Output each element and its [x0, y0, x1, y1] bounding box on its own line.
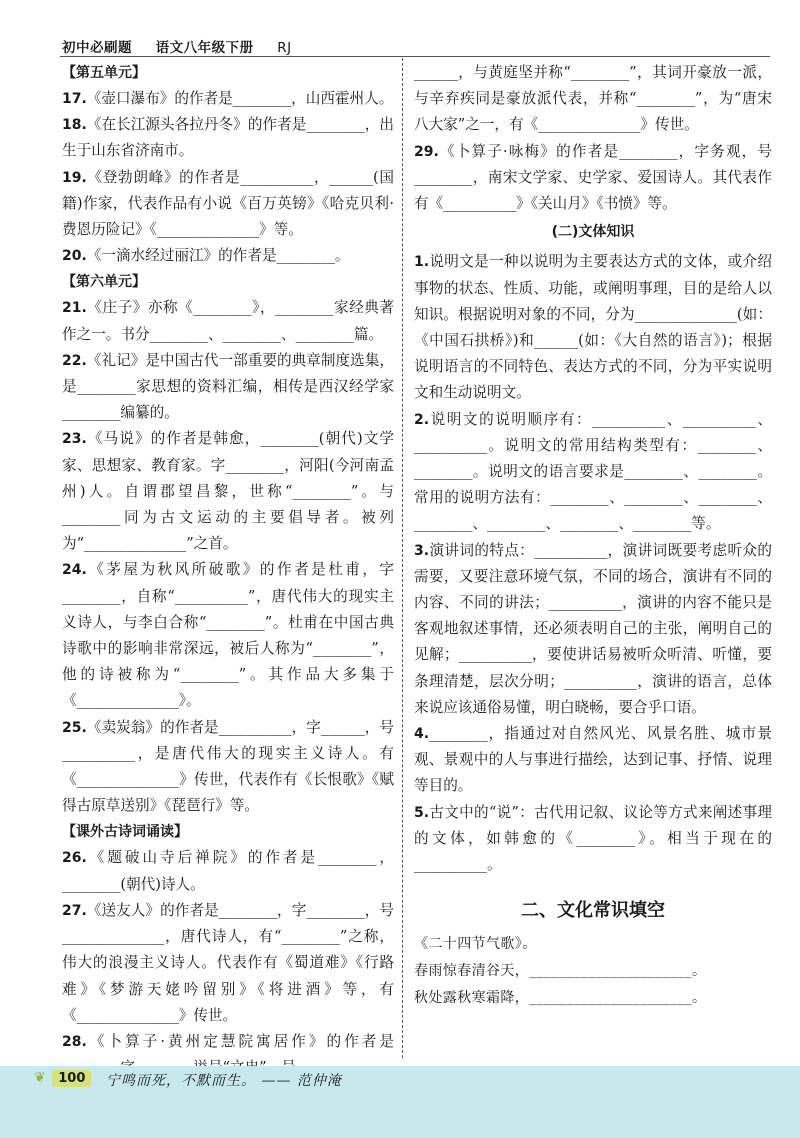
question-item: [62, 557, 394, 714]
page-number-badge: [34, 1070, 91, 1087]
question-number: 18.: [62, 117, 87, 134]
book-series-title: 初中必刷题: [62, 40, 132, 56]
right-column: [414, 60, 772, 1012]
question-number: 17.: [62, 91, 87, 107]
question-text: 《壶口瀑布》的作者是________，山西霍州人。: [86, 90, 394, 107]
question-text: 《题破山寺后禅院》的作者是________，________(朝代)诗人。: [62, 849, 394, 893]
question-number: 2.: [414, 411, 430, 428]
question-text: ______，与黄庭坚并称“________”，其词开豪放一派，与辛弃疾同是豪放派代表，并称“________”，为“唐宋八大家”之一，有《______________》传世。: [414, 64, 772, 134]
question-text: 《卜算子·咏梅》的作者是________，字务观，号________，南宋文学家、史学家、爱国诗人。其代表作有《__________》《关山月》《书愤》等。: [414, 142, 772, 213]
unit-heading: 【第五单元】: [62, 65, 146, 81]
footer-quote: 宁鸣而死，不默而生。 —— 范仲淹: [106, 1073, 342, 1089]
question-text: 《礼记》是中国古代一部重要的典章制度选集，是________家思想的资料汇编，相传是西汉经学家________编纂的。: [62, 351, 394, 422]
question-number: 21.: [62, 300, 87, 317]
unit-heading: 【第六单元】: [62, 274, 146, 291]
poem-line: 春雨惊春清谷天，______________________。: [414, 962, 707, 979]
question-text: 《卜算子·黄州定慧院寓居作》的作者是: [86, 1032, 394, 1050]
question-text: 说明文是一种以说明为主要表达方式的文体，或介绍事物的状态、性质、功能，或阐明事理，目的是给人以知识。根据说明对象的不同，分为______________(如：《中国石拱桥》)和______(如：《大自然的语言》)；根据说明语言的不同特色、表达方式的不同，分为平实说明文和生动说明文。: [414, 253, 772, 402]
question-number: 4.: [414, 726, 430, 743]
unit-heading: 【课外古诗词诵读】: [62, 824, 188, 841]
question-number: 25.: [62, 719, 87, 736]
question-text: 《在长江源头各拉丹冬》的作者是________，出生于山东省济南市。: [62, 116, 394, 160]
section-title: 二、文化常识填空: [521, 900, 665, 922]
question-item: [62, 348, 394, 427]
question-text: ________，指通过对自然风光、风景名胜、城市景观、景观中的人与事进行描绘，达到记事、抒情、说理等目的。: [414, 725, 772, 795]
question-text: 演讲词的特点：__________，演讲词既要考虑听众的需要，又要注意环境气氛，不同的场合，演讲有不同的内容、不同的讲法；__________，演讲的内容不能只是客观地叙述事情，还必须表明自己的主张，阐明自己的见解；__________，要使讲话易被听众听清、听懂，要条理清楚，层次分明；__________，演讲的语言，总体来说应该通俗易懂，明白晓畅，要合乎口语。: [414, 541, 772, 716]
edition-tag: RJ: [277, 40, 292, 56]
question-item: [62, 295, 394, 347]
question-item: [62, 165, 394, 244]
question-item: [62, 715, 394, 820]
question-item: [414, 60, 772, 139]
page-header: [62, 36, 292, 56]
question-item: [414, 800, 772, 879]
question-number: 5.: [414, 804, 430, 821]
question-item: [414, 407, 772, 538]
question-number: 27.: [62, 902, 87, 919]
poem-line: 秋处露秋寒霜降，______________________。: [414, 989, 707, 1006]
header-separator: [263, 40, 268, 56]
question-item: [414, 538, 772, 721]
question-number: 3.: [414, 542, 430, 559]
question-text: 《庄子》亦称《________》，________家经典著作之一。书分________、________、________篇。: [62, 299, 394, 343]
question-item: [62, 112, 394, 164]
page-number: 100: [52, 1070, 91, 1087]
leaf-icon: ❦: [34, 1070, 46, 1086]
question-number: 22.: [62, 352, 87, 369]
header-rule: [60, 56, 770, 57]
header-separator: [141, 40, 146, 56]
question-item: [414, 721, 772, 800]
question-text: 《茅屋为秋风所破歌》的作者是杜甫，字________，自称“__________”，唐代伟大的现实主义诗人，与李白合称“________”。杜甫在中国古典诗歌中的影响非常深远，被后人称为“________”，他的诗被称为“________”。其作品大多集于《______________》。: [62, 561, 394, 710]
question-number: 23.: [62, 431, 87, 448]
question-item: [62, 845, 394, 897]
poem-line: 《二十四节气歌》。: [414, 935, 537, 952]
question-item: [414, 249, 772, 406]
subject-title: 语文八年级下册: [155, 40, 254, 56]
question-item: [414, 139, 772, 218]
question-number: 19.: [62, 169, 87, 186]
question-item: [62, 898, 394, 1029]
question-text: 古文中的“说”：古代用记叙、议论等方式来阐述事理的文体，如韩愈的《________》。相当于现在的__________。: [414, 803, 772, 874]
question-item: [62, 426, 394, 557]
question-text: 《登勃朗峰》的作者是__________，______(国籍)作家，代表作品有小说《百万英镑》《哈克贝利·费恩历险记》《______________》等。: [62, 168, 394, 239]
question-number: 29.: [414, 143, 439, 160]
section-subtitle: (二)文体知识: [551, 224, 635, 241]
question-number: 26.: [62, 850, 87, 867]
question-number: 28.: [62, 1033, 87, 1050]
question-text: 《送友人》的作者是________，字________，号______________，唐代诗人，有“________”之称，伟大的浪漫主义诗人。代表作有《蜀道难》《行路难》《梦游天姥吟留别》《将进酒》等，有《______________》传世。: [62, 901, 394, 1024]
question-number: 20.: [62, 248, 87, 265]
left-column: [62, 60, 394, 1081]
column-divider: [402, 58, 403, 1058]
question-item: [62, 86, 394, 112]
question-number: 1.: [414, 254, 430, 271]
question-text: 《马说》的作者是韩愈，________(朝代)文学家、思想家、教育家。字________，河阳(今河南孟州)人。自谓郡望昌黎，世称“________”。与________同为古文运动的主要倡导者。被列为“______________”之首。: [62, 430, 394, 553]
question-item: [62, 243, 394, 269]
question-number: 24.: [62, 562, 87, 579]
question-text: 说明文的说明顺序有：__________、__________、__________。说明文的常用结构类型有：________、________。说明文的语言要求是________、________。常用的说明方法有：________、________、________、________、________、________、________等。: [414, 410, 772, 533]
question-text: 《一滴水经过丽江》的作者是________。: [86, 247, 350, 265]
question-text: 《卖炭翁》的作者是__________，字______，号__________，是唐代伟大的现实主义诗人。有《______________》传世，代表作有《长恨歌》《赋得古原草送别》《琵琶行》等。: [62, 718, 394, 815]
